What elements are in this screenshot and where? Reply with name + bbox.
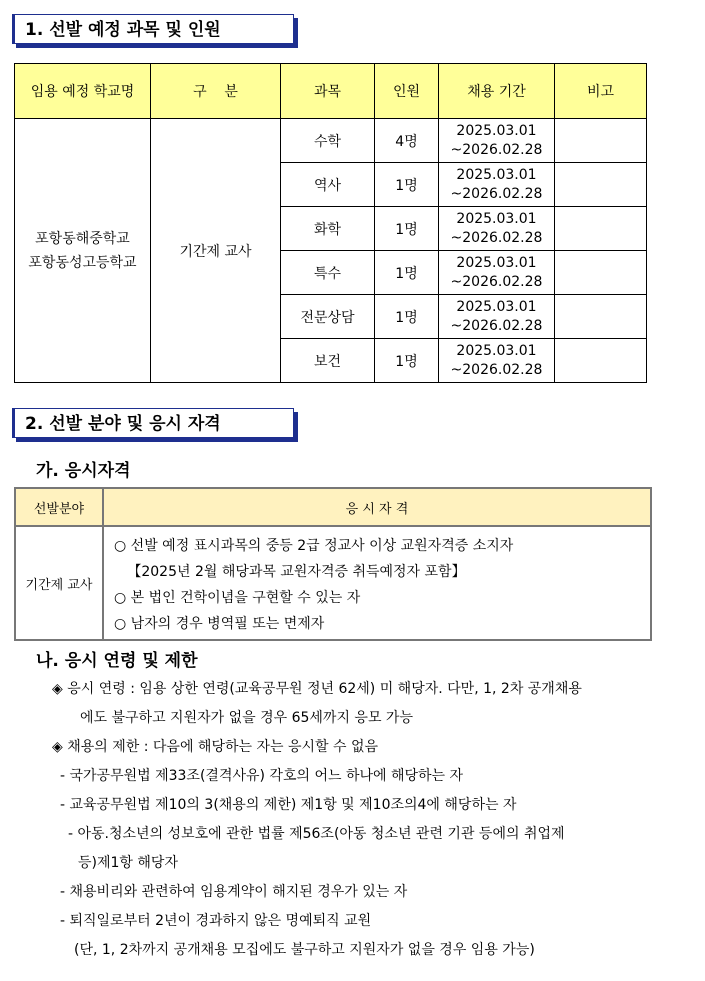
- field-cell: 기간제 교사: [15, 526, 103, 640]
- period-end: ~2026.02.28: [450, 141, 543, 158]
- header-count: 인원: [375, 64, 439, 119]
- period-cell: [439, 163, 555, 207]
- period-end: ~2026.02.28: [450, 229, 543, 246]
- header-school: 임용 예정 학교명: [15, 64, 151, 119]
- text-line: - 채용비리와 관련하여 임용계약이 해지된 경우가 있는 자: [60, 884, 408, 900]
- qualification-header-row: [15, 488, 651, 526]
- subject-cell: 역사: [281, 163, 375, 207]
- header-period: 채용 기간: [439, 64, 555, 119]
- qual-item: ○ 본 법인 건학이념을 구현할 수 있는 자: [114, 590, 361, 606]
- qual-item: 【2025년 2월 해당과목 교원자격증 취득예정자 포함】: [114, 564, 466, 580]
- period-cell: [439, 119, 555, 163]
- period-start: 2025.03.01: [456, 166, 537, 183]
- text-line: - 교육공무원법 제10의 3(채용의 제한) 제1항 및 제10조의4에 해당하는 자: [60, 797, 517, 813]
- text-line: ◈ 응시 연령 : 임용 상한 연령(교육공무원 정년 62세) 미 해당자. 다만, 1, 2차 공개채용: [52, 681, 582, 697]
- text-line: - 국가공무원법 제33조(결격사유) 각호의 어느 하나에 해당하는 자: [60, 768, 464, 784]
- header-category: 구 분: [151, 64, 281, 119]
- period-cell: [439, 251, 555, 295]
- count-cell: 1명: [375, 339, 439, 383]
- school-names: [15, 119, 151, 383]
- note-cell: [555, 163, 647, 207]
- qual-item: ○ 남자의 경우 병역필 또는 면제자: [114, 616, 325, 632]
- count-cell: 1명: [375, 207, 439, 251]
- qual-item: ○ 선발 예정 표시과목의 중등 2급 정교사 이상 교원자격증 소지자: [114, 538, 514, 554]
- header-field: 선발분야: [15, 488, 103, 526]
- count-cell: 1명: [375, 251, 439, 295]
- period-end: ~2026.02.28: [450, 185, 543, 202]
- note-cell: [555, 207, 647, 251]
- period-end: ~2026.02.28: [450, 317, 543, 334]
- note-cell: [555, 251, 647, 295]
- text-line: 등)제1항 해당자: [78, 855, 178, 871]
- text-line: - 퇴직일로부터 2년이 경과하지 않은 명예퇴직 교원: [60, 913, 372, 929]
- text-line: - 아동.청소년의 성보호에 관한 법률 제56조(아동 청소년 관련 기관 등에의 취업제: [68, 826, 565, 842]
- note-cell: [555, 339, 647, 383]
- subsection-a-title: 가. 응시자격: [36, 461, 131, 481]
- section1-title: 1. 선발 예정 과목 및 인원: [12, 14, 294, 44]
- subject-cell: 화학: [281, 207, 375, 251]
- quals-cell: [103, 526, 651, 640]
- section2-title: 2. 선발 분야 및 응시 자격: [12, 408, 294, 438]
- count-cell: 1명: [375, 295, 439, 339]
- text-line: ◈ 채용의 제한 : 다음에 해당하는 자는 응시할 수 없음: [52, 739, 379, 755]
- text-line: 에도 불구하고 지원자가 없을 경우 65세까지 응모 가능: [80, 710, 413, 726]
- category-cell: 기간제 교사: [151, 119, 281, 383]
- text-line: (단, 1, 2차까지 공개채용 모집에도 불구하고 지원자가 없을 경우 임용 가능): [74, 942, 535, 958]
- qualification-table: [14, 487, 652, 641]
- subject-cell: 특수: [281, 251, 375, 295]
- note-cell: [555, 119, 647, 163]
- school-name: 포항동해중학교: [35, 230, 130, 247]
- period-start: 2025.03.01: [456, 342, 537, 359]
- period-start: 2025.03.01: [456, 210, 537, 227]
- subject-cell: 수학: [281, 119, 375, 163]
- period-start: 2025.03.01: [456, 254, 537, 271]
- header-quals: 응 시 자 격: [103, 488, 651, 526]
- period-cell: [439, 339, 555, 383]
- note-cell: [555, 295, 647, 339]
- subject-cell: 보건: [281, 339, 375, 383]
- period-cell: [439, 207, 555, 251]
- count-cell: 4명: [375, 119, 439, 163]
- subsection-b-title: 나. 응시 연령 및 제한: [36, 651, 198, 671]
- table-row: [15, 119, 647, 163]
- table-row: [15, 526, 651, 640]
- header-subject: 과목: [281, 64, 375, 119]
- recruitment-header-row: [15, 64, 647, 119]
- period-end: ~2026.02.28: [450, 361, 543, 378]
- header-note: 비고: [555, 64, 647, 119]
- period-start: 2025.03.01: [456, 122, 537, 139]
- period-end: ~2026.02.28: [450, 273, 543, 290]
- recruitment-table: [14, 63, 647, 383]
- subject-cell: 전문상담: [281, 295, 375, 339]
- period-start: 2025.03.01: [456, 298, 537, 315]
- period-cell: [439, 295, 555, 339]
- count-cell: 1명: [375, 163, 439, 207]
- school-name: 포항동성고등학교: [28, 254, 137, 271]
